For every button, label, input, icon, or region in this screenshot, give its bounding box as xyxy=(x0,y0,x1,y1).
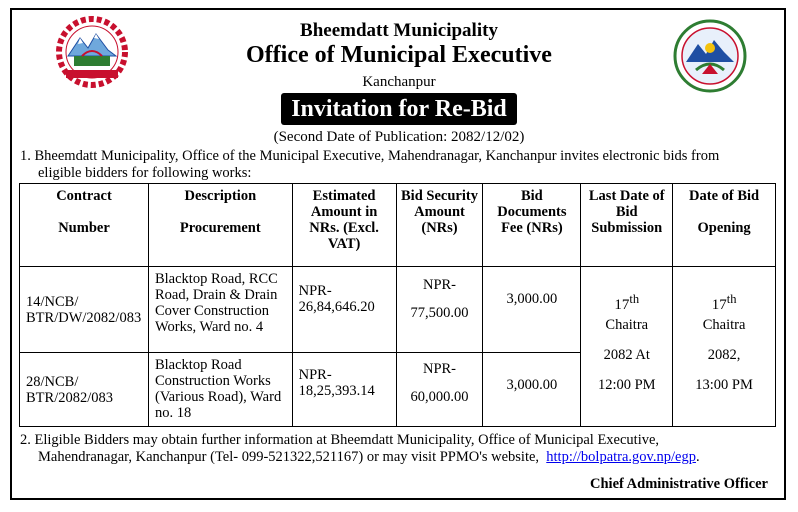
security-amount-cell xyxy=(396,353,483,427)
org-name: Bheemdatt Municipality xyxy=(300,20,498,41)
security-value: 77,500.00 xyxy=(410,305,469,321)
opening-date-month: Chaitra xyxy=(702,317,746,333)
col-description-label: Description xyxy=(184,188,257,204)
intro-paragraph xyxy=(20,148,780,182)
opening-date-day: 17 xyxy=(711,297,727,313)
estimated-value: 18,25,393.14 xyxy=(298,383,375,399)
estimated-amount-cell xyxy=(292,267,396,353)
opening-date-suffix: th xyxy=(726,292,737,306)
table-header-row xyxy=(20,184,776,267)
fee-value: 3,000.00 xyxy=(506,377,558,393)
description-cell: Blacktop Road Construction Works (Various Road), Ward no. 18 xyxy=(148,353,292,427)
signatory-title: Chief Administrative Officer xyxy=(590,476,768,492)
security-value: 60,000.00 xyxy=(410,389,469,405)
works-table xyxy=(19,183,776,427)
fee-value: 3,000.00 xyxy=(506,291,558,307)
last-date-cell xyxy=(581,267,673,427)
col-bid-security: Bid Security Amount (NRs) xyxy=(396,184,483,267)
last-date-time: 12:00 PM xyxy=(597,377,656,393)
info-line-2-text: Mahendranagar, Kanchanpur (Tel- 099-521322,521167) or may visit PPMO's website, xyxy=(38,449,540,465)
intro-line-2: eligible bidders for following works: xyxy=(38,165,252,181)
security-amount-cell xyxy=(396,267,483,353)
security-prefix: NPR- xyxy=(422,361,457,377)
office-title: Office of Municipal Executive xyxy=(246,42,552,68)
link-suffix: . xyxy=(695,449,700,465)
contract-number-cell: 28/NCB/ BTR/2082/083 xyxy=(20,353,149,427)
col-opening-label-2: Opening xyxy=(697,220,751,236)
security-prefix: NPR- xyxy=(422,277,457,293)
estimated-prefix: NPR- xyxy=(298,283,332,299)
col-opening-date xyxy=(673,184,776,267)
opening-date-cell xyxy=(673,267,776,427)
district-name: Kanchanpur xyxy=(362,74,436,90)
estimated-value: 26,84,646.20 xyxy=(298,299,375,315)
table-row xyxy=(20,267,776,353)
col-procurement-label: Procurement xyxy=(179,220,261,236)
estimated-prefix: NPR- xyxy=(298,367,332,383)
col-opening-label: Date of Bid xyxy=(689,188,760,204)
publication-date: (Second Date of Publication: 2082/12/02) xyxy=(273,129,525,145)
opening-date-year: 2082, xyxy=(707,347,741,363)
col-documents-fee: Bid Documents Fee (NRs) xyxy=(483,184,581,267)
info-paragraph xyxy=(20,432,780,466)
col-contract-label: Contract xyxy=(56,188,112,204)
last-date-year: 2082 At xyxy=(603,347,650,363)
estimated-amount-cell xyxy=(292,353,396,427)
col-number-label: Number xyxy=(58,220,110,236)
bolpatra-link[interactable]: http://bolpatra.gov.np/egp xyxy=(546,449,696,465)
col-contract-number xyxy=(20,184,149,267)
notice-banner: Invitation for Re-Bid xyxy=(281,93,517,125)
last-date-day: 17 xyxy=(614,297,630,313)
col-description xyxy=(148,184,292,267)
fee-cell xyxy=(483,353,581,427)
info-line-2 xyxy=(20,449,780,466)
fee-cell xyxy=(483,267,581,353)
col-estimated-amount: Estimated Amount in NRs. (Excl. VAT) xyxy=(292,184,396,267)
opening-date-time: 13:00 PM xyxy=(695,377,753,393)
last-date-month: Chaitra xyxy=(605,317,649,333)
col-last-date: Last Date of Bid Submission xyxy=(581,184,673,267)
last-date-suffix: th xyxy=(629,292,640,306)
info-line-1: 2. Eligible Bidders may obtain further information at Bheemdatt Municipality, Office of Municipal Executive, xyxy=(20,432,660,448)
contract-number-cell: 14/NCB/ BTR/DW/2082/083 xyxy=(20,267,149,353)
intro-line-1: 1. Bheemdatt Municipality, Office of the Municipal Executive, Mahendranagar, Kanchanpur invites electronic bids from xyxy=(20,148,720,164)
description-cell: Blacktop Road, RCC Road, Drain & Drain Cover Construction Works, Ward no. 4 xyxy=(148,267,292,353)
